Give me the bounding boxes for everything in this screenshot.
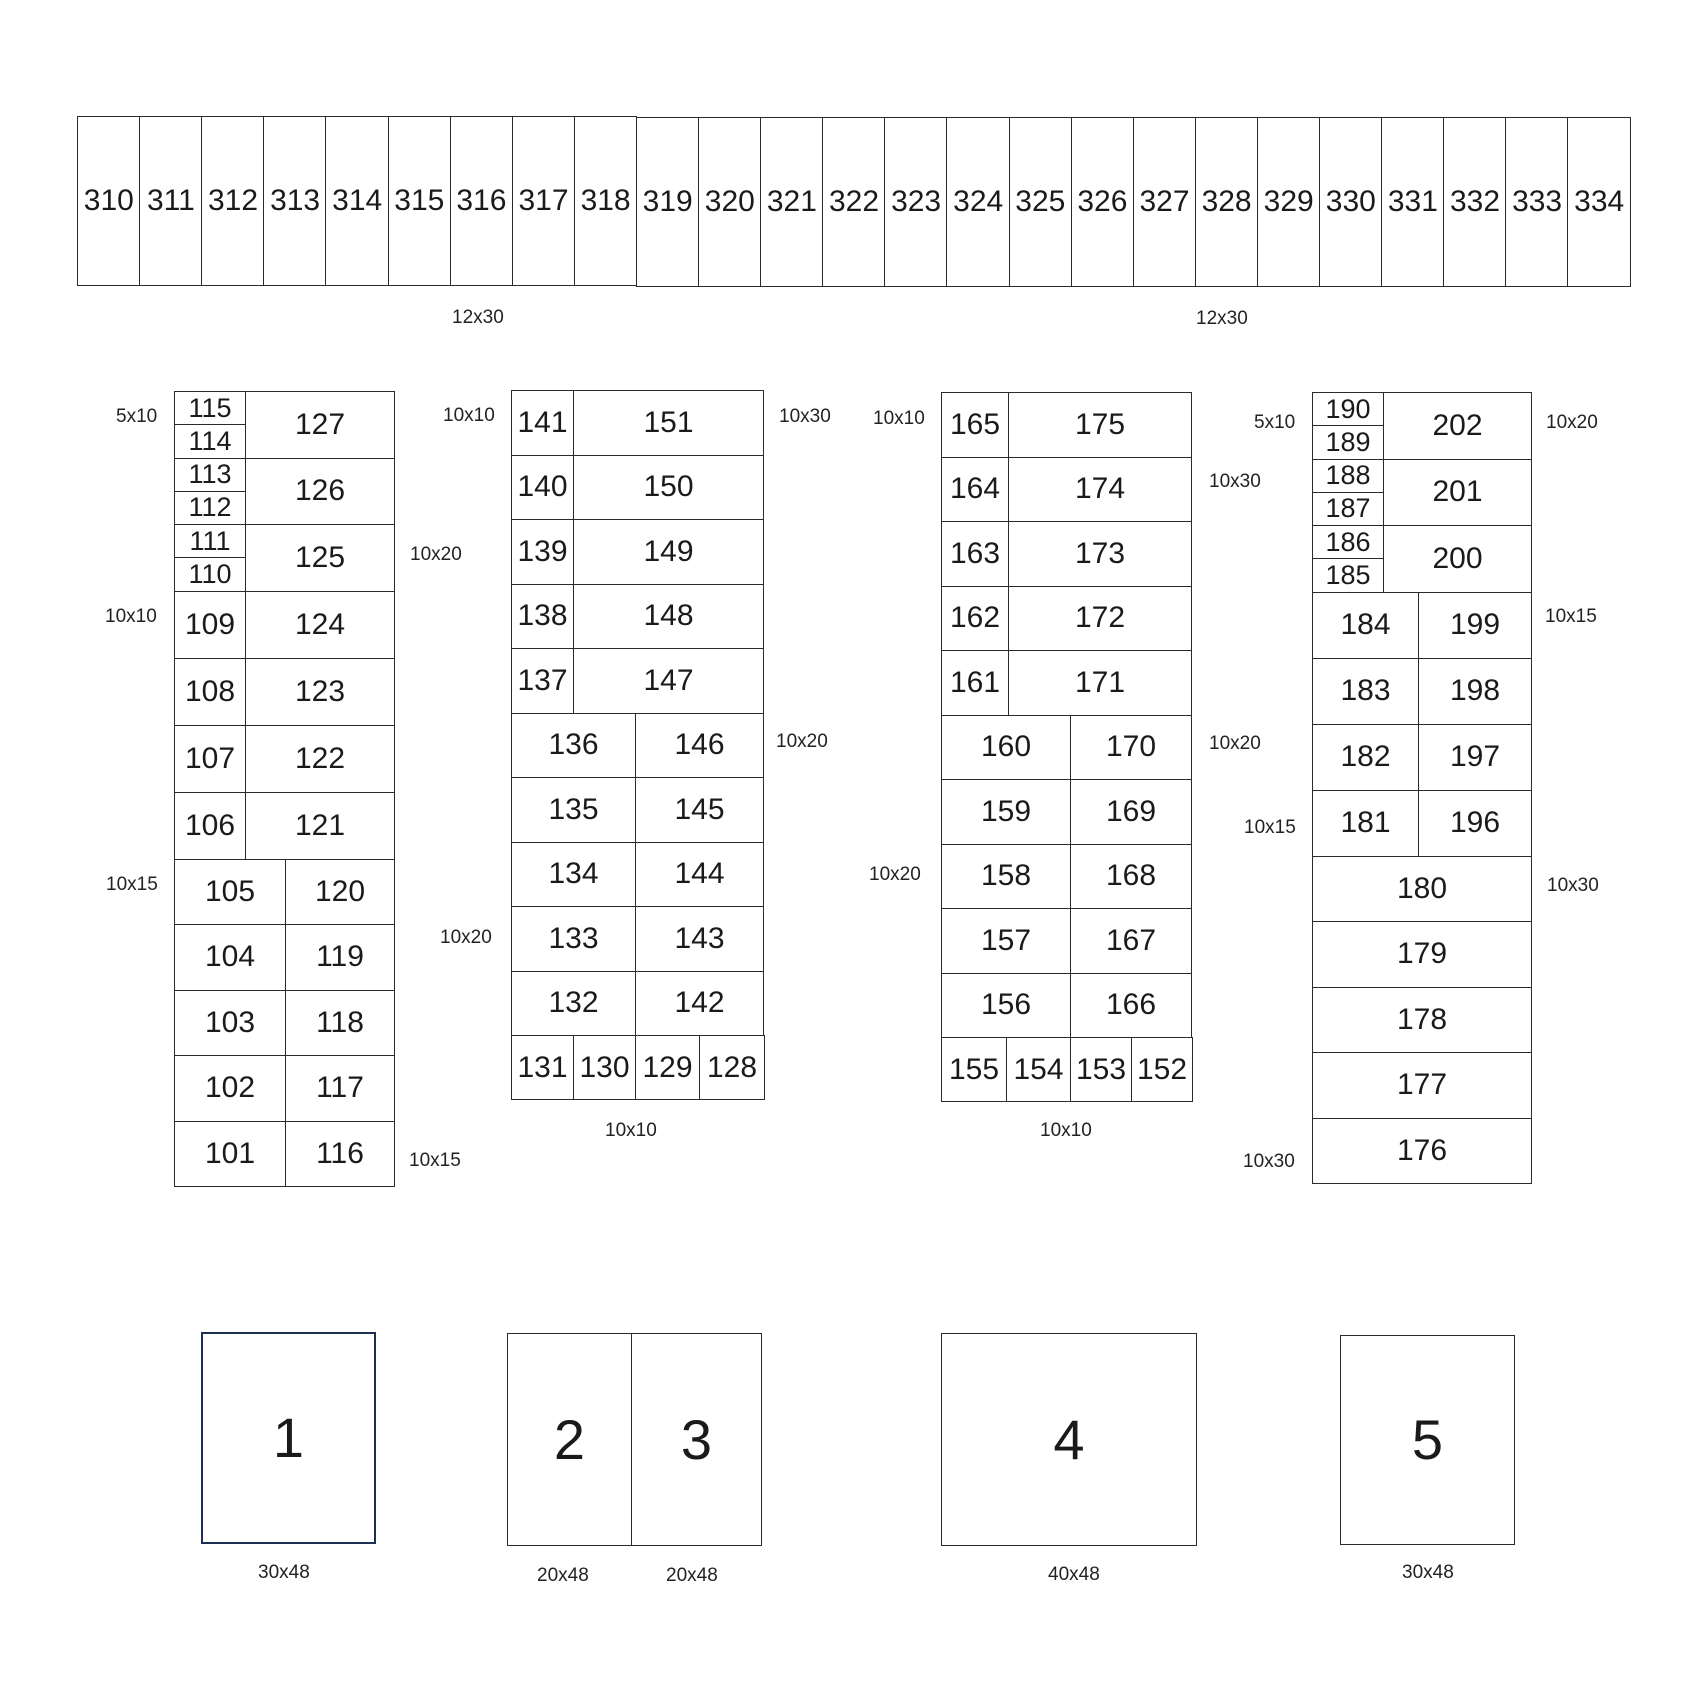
storage-unit[interactable] [941, 650, 1009, 716]
large-storage-unit[interactable] [1340, 1335, 1515, 1545]
storage-unit-top-row[interactable] [698, 117, 762, 287]
unit-number: 316 [456, 184, 507, 218]
large-storage-unit[interactable] [631, 1333, 762, 1546]
unit-number: 144 [674, 857, 725, 891]
unit-number: 161 [949, 665, 1001, 699]
unit-number: 153 [1075, 1052, 1127, 1086]
storage-unit-top-row[interactable] [946, 117, 1010, 287]
unit-number: 126 [294, 474, 346, 508]
storage-unit[interactable] [1008, 521, 1192, 587]
storage-unit[interactable] [245, 391, 395, 459]
unit-number: 149 [643, 534, 694, 568]
storage-unit-small[interactable] [1312, 392, 1384, 426]
storage-unit[interactable] [285, 1055, 395, 1122]
unit-number: 322 [828, 184, 880, 218]
storage-unit[interactable] [941, 844, 1071, 910]
storage-unit-top-row[interactable] [512, 116, 576, 286]
storage-unit-small[interactable] [1312, 525, 1384, 559]
unit-number: 315 [394, 184, 445, 218]
storage-unit-top-row[interactable] [1133, 117, 1197, 287]
storage-unit[interactable] [245, 524, 395, 592]
storage-unit-small[interactable] [1312, 492, 1384, 526]
unit-number: 170 [1105, 730, 1157, 764]
unit-number: 328 [1201, 185, 1252, 219]
storage-unit-small[interactable] [174, 557, 246, 591]
storage-unit-top-row[interactable] [201, 116, 265, 286]
unit-number: 321 [766, 184, 817, 218]
unit-number: 172 [1074, 601, 1126, 635]
storage-unit[interactable] [635, 906, 764, 972]
unit-number: 3 [680, 1407, 713, 1471]
storage-unit[interactable] [941, 715, 1071, 781]
unit-number: 175 [1074, 407, 1126, 441]
storage-unit[interactable] [511, 906, 636, 972]
large-unit-size-label: 30x48 [1402, 1562, 1454, 1583]
storage-unit[interactable] [285, 1121, 395, 1188]
storage-unit[interactable] [1070, 908, 1192, 974]
storage-unit-small[interactable] [174, 491, 246, 525]
unit-number: 180 [1396, 871, 1448, 905]
storage-unit-top-row[interactable] [822, 117, 886, 287]
storage-unit[interactable] [245, 792, 395, 860]
storage-unit-top-row[interactable] [1071, 117, 1135, 287]
unit-number: 151 [643, 405, 694, 439]
storage-unit-top-row[interactable] [1009, 117, 1073, 287]
unit-number: 107 [184, 741, 236, 775]
storage-unit[interactable] [1312, 790, 1419, 857]
storage-unit[interactable] [511, 584, 574, 650]
storage-unit[interactable] [285, 859, 395, 926]
size-label: 10x30 [779, 406, 831, 427]
storage-unit[interactable] [573, 455, 764, 521]
unit-number: 120 [314, 874, 366, 908]
storage-unit[interactable] [635, 777, 764, 843]
unit-number: 117 [316, 1071, 364, 1105]
storage-unit[interactable] [635, 1035, 700, 1100]
unit-number: 152 [1136, 1052, 1188, 1086]
unit-number: 112 [188, 492, 232, 523]
unit-number: 189 [1325, 426, 1371, 457]
unit-number: 155 [948, 1052, 1000, 1086]
storage-unit[interactable] [245, 591, 395, 659]
unit-number: 196 [1449, 806, 1501, 839]
storage-unit-top-row[interactable] [1567, 117, 1631, 287]
storage-unit[interactable] [941, 779, 1071, 845]
top-row-size-label: 12x30 [1196, 308, 1248, 329]
large-unit-size-label: 20x48 [537, 1565, 589, 1586]
storage-unit[interactable] [941, 521, 1009, 587]
large-storage-unit[interactable] [941, 1333, 1197, 1546]
unit-number: 174 [1074, 472, 1126, 506]
unit-number: 184 [1340, 608, 1391, 641]
unit-number: 325 [1015, 184, 1066, 218]
unit-number: 181 [1340, 806, 1391, 839]
storage-unit[interactable] [1418, 724, 1532, 791]
storage-unit[interactable] [573, 390, 764, 456]
storage-unit[interactable] [1006, 1037, 1071, 1102]
unit-number: 4 [1053, 1407, 1085, 1471]
unit-number: 197 [1449, 740, 1501, 773]
large-storage-unit[interactable] [507, 1333, 632, 1546]
storage-unit[interactable] [941, 392, 1009, 458]
unit-number: 131 [517, 1050, 568, 1084]
storage-unit-small[interactable] [1312, 459, 1384, 493]
unit-number: 162 [949, 601, 1001, 635]
unit-number: 201 [1432, 475, 1483, 509]
unit-number: 148 [643, 599, 694, 633]
storage-unit[interactable] [699, 1035, 765, 1100]
storage-unit[interactable] [941, 973, 1071, 1039]
unit-number: 146 [674, 728, 725, 762]
storage-unit[interactable] [174, 725, 246, 793]
unit-number: 1 [272, 1406, 305, 1469]
size-label: 10x10 [605, 1120, 657, 1141]
storage-unit[interactable] [1312, 1118, 1532, 1185]
large-unit-size-label: 40x48 [1048, 1564, 1100, 1585]
storage-unit[interactable] [1070, 1037, 1132, 1102]
storage-unit-top-row[interactable] [1319, 117, 1383, 287]
unit-number: 140 [517, 470, 568, 504]
storage-unit-top-row[interactable] [450, 116, 514, 286]
storage-unit[interactable] [1312, 658, 1419, 725]
unit-number: 115 [188, 392, 232, 423]
storage-unit[interactable] [511, 648, 574, 714]
unit-number: 114 [188, 425, 232, 456]
storage-unit[interactable] [1312, 987, 1532, 1054]
size-label: 10x10 [443, 405, 495, 426]
unit-number: 157 [980, 923, 1032, 957]
unit-number: 124 [294, 607, 346, 641]
unit-number: 5 [1411, 1408, 1444, 1471]
unit-number: 133 [548, 921, 599, 955]
unit-number: 190 [1325, 393, 1371, 424]
storage-unit[interactable] [1070, 715, 1192, 781]
unit-number: 310 [83, 184, 134, 217]
size-label: 10x20 [776, 731, 828, 752]
storage-unit[interactable] [573, 648, 764, 714]
unit-number: 317 [518, 184, 569, 218]
unit-number: 121 [294, 808, 346, 842]
size-label: 5x10 [1254, 412, 1296, 433]
unit-number: 318 [580, 184, 631, 218]
unit-number: 185 [1325, 559, 1371, 590]
storage-unit-top-row[interactable] [1443, 117, 1507, 287]
unit-number: 173 [1074, 536, 1126, 570]
storage-unit[interactable] [635, 713, 764, 779]
unit-number: 319 [642, 184, 693, 218]
storage-unit-top-row[interactable] [1195, 117, 1259, 287]
unit-number: 165 [949, 407, 1001, 441]
storage-unit[interactable] [174, 990, 286, 1057]
unit-number: 159 [980, 794, 1032, 828]
unit-number: 312 [207, 184, 259, 218]
storage-unit[interactable] [1418, 658, 1532, 725]
storage-unit[interactable] [285, 924, 395, 991]
size-label: 10x20 [1209, 733, 1261, 754]
storage-unit[interactable] [511, 777, 636, 843]
unit-number: 187 [1325, 493, 1371, 524]
size-label: 10x30 [1547, 875, 1599, 896]
large-unit-size-label: 30x48 [258, 1562, 310, 1583]
storage-unit-small[interactable] [174, 458, 246, 492]
storage-unit-top-row[interactable] [1381, 117, 1445, 287]
storage-unit[interactable] [285, 990, 395, 1057]
storage-unit[interactable] [1070, 973, 1192, 1039]
storage-unit[interactable] [1008, 650, 1192, 716]
unit-number: 188 [1325, 460, 1371, 491]
storage-unit-small[interactable] [174, 524, 246, 558]
unit-number: 122 [294, 741, 346, 775]
storage-unit-top-row[interactable] [388, 116, 452, 286]
unit-number: 333 [1512, 185, 1563, 219]
storage-unit[interactable] [941, 457, 1009, 523]
unit-number: 166 [1105, 988, 1157, 1022]
storage-unit[interactable] [573, 584, 764, 650]
unit-number: 109 [184, 607, 236, 641]
storage-unit[interactable] [511, 390, 574, 456]
unit-number: 323 [891, 184, 942, 218]
size-label: 10x15 [409, 1150, 461, 1171]
storage-unit-small[interactable] [1312, 425, 1384, 459]
storage-unit[interactable] [511, 971, 636, 1037]
unit-number: 123 [294, 674, 346, 708]
storage-unit[interactable] [174, 591, 246, 659]
unit-number: 132 [548, 986, 599, 1020]
unit-number: 186 [1325, 526, 1371, 557]
unit-number: 101 [204, 1136, 256, 1170]
storage-unit[interactable] [1312, 1052, 1532, 1119]
unit-number: 179 [1396, 937, 1448, 971]
unit-number: 330 [1325, 185, 1376, 219]
size-label: 10x20 [410, 544, 462, 565]
large-unit-size-label: 20x48 [666, 1565, 718, 1586]
size-label: 10x10 [1040, 1120, 1092, 1141]
unit-number: 324 [953, 184, 1004, 218]
storage-unit[interactable] [245, 725, 395, 793]
storage-unit-small[interactable] [174, 424, 246, 458]
storage-unit-top-row[interactable] [263, 116, 327, 286]
storage-unit[interactable] [573, 1035, 636, 1100]
unit-number: 127 [294, 407, 346, 441]
storage-unit[interactable] [1008, 392, 1192, 458]
unit-number: 314 [332, 184, 383, 218]
size-label: 10x15 [1545, 606, 1597, 627]
storage-unit[interactable] [511, 713, 636, 779]
storage-unit[interactable] [1418, 790, 1532, 857]
unit-number: 130 [579, 1050, 630, 1084]
storage-unit[interactable] [511, 519, 574, 585]
storage-unit-top-row[interactable] [139, 116, 203, 286]
unit-number: 147 [643, 663, 694, 697]
unit-number: 136 [548, 728, 599, 762]
unit-number: 164 [949, 472, 1001, 506]
size-label: 5x10 [116, 406, 158, 427]
storage-unit[interactable] [511, 1035, 574, 1100]
unit-number: 178 [1396, 1002, 1448, 1036]
storage-unit[interactable] [1131, 1037, 1193, 1102]
storage-unit[interactable] [941, 586, 1009, 652]
unit-number: 103 [204, 1005, 256, 1039]
unit-number: 156 [980, 988, 1032, 1022]
storage-unit[interactable] [174, 859, 286, 926]
storage-unit[interactable] [511, 455, 574, 521]
size-label: 10x15 [1244, 817, 1296, 838]
storage-unit[interactable] [1008, 457, 1192, 523]
storage-unit[interactable] [573, 519, 764, 585]
large-storage-unit[interactable] [201, 1332, 376, 1544]
unit-number: 139 [517, 534, 568, 568]
storage-unit[interactable] [174, 1121, 286, 1188]
unit-number: 200 [1432, 541, 1483, 575]
unit-number: 138 [517, 599, 568, 633]
storage-unit[interactable] [174, 924, 286, 991]
size-label: 10x30 [1209, 471, 1261, 492]
storage-unit-top-row[interactable] [77, 116, 141, 286]
storage-unit[interactable] [1383, 459, 1532, 527]
unit-number: 2 [553, 1407, 586, 1471]
unit-number: 143 [674, 921, 725, 955]
storage-unit-small[interactable] [174, 391, 246, 425]
unit-number: 116 [316, 1136, 364, 1170]
storage-unit[interactable] [511, 842, 636, 908]
size-label: 10x30 [1243, 1151, 1295, 1172]
storage-unit-top-row[interactable] [760, 117, 824, 287]
size-label: 10x20 [1546, 412, 1598, 433]
storage-unit[interactable] [174, 792, 246, 860]
unit-number: 202 [1432, 408, 1483, 442]
unit-number: 169 [1105, 794, 1157, 828]
storage-unit[interactable] [635, 971, 764, 1037]
storage-unit[interactable] [1383, 525, 1532, 593]
storage-unit[interactable] [1312, 856, 1532, 923]
unit-number: 198 [1449, 674, 1501, 707]
storage-unit-top-row[interactable] [884, 117, 948, 287]
unit-number: 168 [1105, 859, 1157, 893]
unit-number: 327 [1139, 185, 1190, 219]
unit-number: 141 [517, 405, 568, 439]
size-label: 10x20 [440, 927, 492, 948]
unit-number: 134 [548, 857, 599, 891]
size-label: 10x10 [105, 606, 157, 627]
unit-number: 331 [1387, 185, 1438, 219]
unit-number: 326 [1077, 184, 1128, 218]
unit-number: 113 [188, 459, 232, 490]
unit-number: 320 [704, 184, 755, 218]
unit-number: 313 [270, 184, 321, 218]
storage-unit[interactable] [245, 658, 395, 726]
storage-unit[interactable] [174, 1055, 286, 1122]
unit-number: 106 [184, 808, 236, 842]
storage-unit[interactable] [941, 908, 1071, 974]
unit-number: 183 [1340, 674, 1391, 707]
unit-number: 171 [1074, 665, 1126, 699]
size-label: 10x20 [869, 864, 921, 885]
storage-unit[interactable] [941, 1037, 1007, 1102]
unit-number: 150 [643, 470, 694, 504]
storage-unit-top-row[interactable] [574, 116, 638, 286]
unit-number: 110 [188, 558, 232, 589]
unit-number: 311 [146, 184, 195, 218]
storage-unit[interactable] [1070, 844, 1192, 910]
unit-number: 160 [980, 730, 1032, 764]
unit-number: 199 [1449, 608, 1501, 641]
unit-number: 329 [1263, 185, 1314, 219]
unit-number: 129 [642, 1050, 693, 1084]
unit-number: 154 [1013, 1052, 1064, 1086]
unit-number: 111 [189, 525, 231, 556]
unit-number: 177 [1396, 1068, 1448, 1102]
storage-unit[interactable] [1312, 724, 1419, 791]
storage-unit[interactable] [1008, 586, 1192, 652]
unit-number: 118 [316, 1005, 364, 1039]
unit-number: 135 [548, 792, 599, 826]
unit-number: 142 [674, 986, 725, 1020]
storage-unit[interactable] [1312, 921, 1532, 988]
unit-number: 104 [204, 940, 256, 974]
unit-number: 137 [517, 663, 568, 697]
storage-unit-top-row[interactable] [325, 116, 389, 286]
unit-number: 163 [949, 536, 1001, 570]
unit-number: 176 [1396, 1133, 1448, 1167]
storage-unit-small[interactable] [1312, 558, 1384, 592]
storage-unit[interactable] [174, 658, 246, 726]
unit-number: 158 [980, 859, 1032, 893]
unit-number: 119 [316, 940, 364, 974]
storage-unit[interactable] [245, 458, 395, 526]
unit-number: 332 [1449, 185, 1501, 219]
unit-number: 108 [184, 674, 236, 708]
storage-unit-top-row[interactable] [636, 117, 700, 287]
unit-number: 105 [204, 874, 256, 908]
storage-unit[interactable] [1070, 779, 1192, 845]
unit-number: 167 [1105, 923, 1157, 957]
unit-number: 145 [674, 792, 725, 826]
storage-unit[interactable] [1383, 392, 1532, 460]
storage-unit-top-row[interactable] [1505, 117, 1569, 287]
storage-unit-top-row[interactable] [1257, 117, 1321, 287]
unit-number: 125 [294, 540, 346, 574]
storage-unit[interactable] [1418, 592, 1532, 659]
storage-unit[interactable] [1312, 592, 1419, 659]
unit-number: 128 [706, 1050, 758, 1084]
unit-number: 102 [204, 1071, 256, 1105]
top-row-size-label: 12x30 [452, 307, 504, 328]
storage-unit[interactable] [635, 842, 764, 908]
unit-number: 182 [1340, 740, 1391, 773]
size-label: 10x15 [106, 874, 158, 895]
size-label: 10x10 [873, 408, 925, 429]
unit-number: 334 [1574, 185, 1625, 219]
